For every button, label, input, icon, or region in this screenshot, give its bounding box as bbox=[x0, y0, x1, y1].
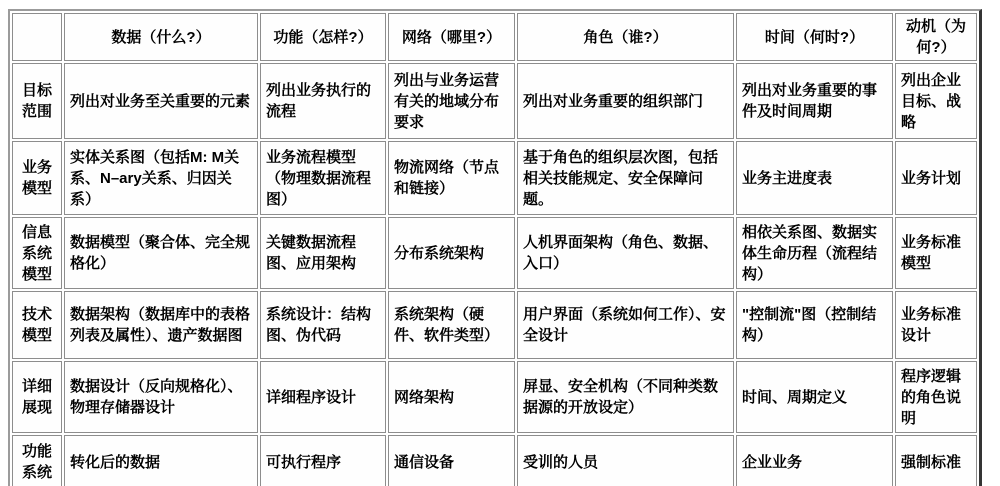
column-header-network: 网络（哪里?） bbox=[388, 13, 515, 61]
table-cell: 列出业务执行的流程 bbox=[260, 63, 386, 139]
row-header-scope: 目标范围 bbox=[12, 63, 62, 139]
table-cell: 业务标准模型 bbox=[895, 217, 977, 289]
table-cell: 业务主进度表 bbox=[736, 141, 893, 215]
table-row-functioning-system bbox=[12, 435, 977, 486]
table-header bbox=[12, 13, 977, 61]
table-cell: 网络架构 bbox=[388, 361, 515, 433]
table-cell: 业务标准设计 bbox=[895, 291, 977, 359]
table-cell: 数据架构（数据库中的表格列表及属性）、遗产数据图 bbox=[64, 291, 258, 359]
row-header-functioning-system: 功能系统 bbox=[12, 435, 62, 486]
table-cell: 关键数据流程图、应用架构 bbox=[260, 217, 386, 289]
table-cell: 物流网络（节点和链接） bbox=[388, 141, 515, 215]
table-cell: 强制标准 bbox=[895, 435, 977, 486]
column-header-time: 时间（何时?） bbox=[736, 13, 893, 61]
table-cell: 屏显、安全机构（不同种类数据源的开放设定） bbox=[517, 361, 734, 433]
table-cell: 列出企业目标、战略 bbox=[895, 63, 977, 139]
table-cell: 列出与业务运营有关的地域分布要求 bbox=[388, 63, 515, 139]
table-cell: 实体关系图（包括M: M关系、N–ary关系、归因关系） bbox=[64, 141, 258, 215]
table-cell: 受训的人员 bbox=[517, 435, 734, 486]
table-row-business-model bbox=[12, 141, 977, 215]
column-header-data: 数据（什么?） bbox=[64, 13, 258, 61]
table-cell: 数据模型（聚合体、完全规格化） bbox=[64, 217, 258, 289]
table-cell: 人机界面架构（角色、数据、入口） bbox=[517, 217, 734, 289]
table-row-information-system-model bbox=[12, 217, 977, 289]
table-cell: 系统架构（硬件、软件类型） bbox=[388, 291, 515, 359]
table-cell: 转化后的数据 bbox=[64, 435, 258, 486]
table-cell: 通信设备 bbox=[388, 435, 515, 486]
table-cell: 用户界面（系统如何工作）、安全设计 bbox=[517, 291, 734, 359]
row-header-technology-model: 技术模型 bbox=[12, 291, 62, 359]
table-row-technology-model bbox=[12, 291, 977, 359]
table-cell: 基于角色的组织层次图，包括相关技能规定、安全保障问题。 bbox=[517, 141, 734, 215]
table-cell: 程序逻辑的角色说明 bbox=[895, 361, 977, 433]
row-header-business-model: 业务模型 bbox=[12, 141, 62, 215]
row-header-information-system-model: 信息系统模型 bbox=[12, 217, 62, 289]
table-cell: 列出对业务重要的事件及时间周期 bbox=[736, 63, 893, 139]
column-header-role: 角色（谁?） bbox=[517, 13, 734, 61]
table-cell: 数据设计（反向规格化）、物理存储器设计 bbox=[64, 361, 258, 433]
table-cell: 分布系统架构 bbox=[388, 217, 515, 289]
table-cell: 可执行程序 bbox=[260, 435, 386, 486]
table-cell: 业务流程模型（物理数据流程图） bbox=[260, 141, 386, 215]
table-cell: 时间、周期定义 bbox=[736, 361, 893, 433]
table-cell: 详细程序设计 bbox=[260, 361, 386, 433]
table-body bbox=[12, 63, 977, 486]
table-cell: 业务计划 bbox=[895, 141, 977, 215]
table-row-scope bbox=[12, 63, 977, 139]
table-cell: 列出对业务重要的组织部门 bbox=[517, 63, 734, 139]
table-cell: "控制流"图（控制结构） bbox=[736, 291, 893, 359]
column-header-motivation: 动机（为何?） bbox=[895, 13, 977, 61]
table-cell: 企业业务 bbox=[736, 435, 893, 486]
table-cell: 列出对业务至关重要的元素 bbox=[64, 63, 258, 139]
table-cell: 相依关系图、数据实体生命历程（流程结构） bbox=[736, 217, 893, 289]
header-row bbox=[12, 13, 977, 61]
zachman-framework-table bbox=[8, 9, 982, 486]
corner-cell bbox=[12, 13, 62, 61]
row-header-detailed-representation: 详细展现 bbox=[12, 361, 62, 433]
table-cell: 系统设计：结构图、伪代码 bbox=[260, 291, 386, 359]
table-row-detailed-representation bbox=[12, 361, 977, 433]
column-header-function: 功能（怎样?） bbox=[260, 13, 386, 61]
